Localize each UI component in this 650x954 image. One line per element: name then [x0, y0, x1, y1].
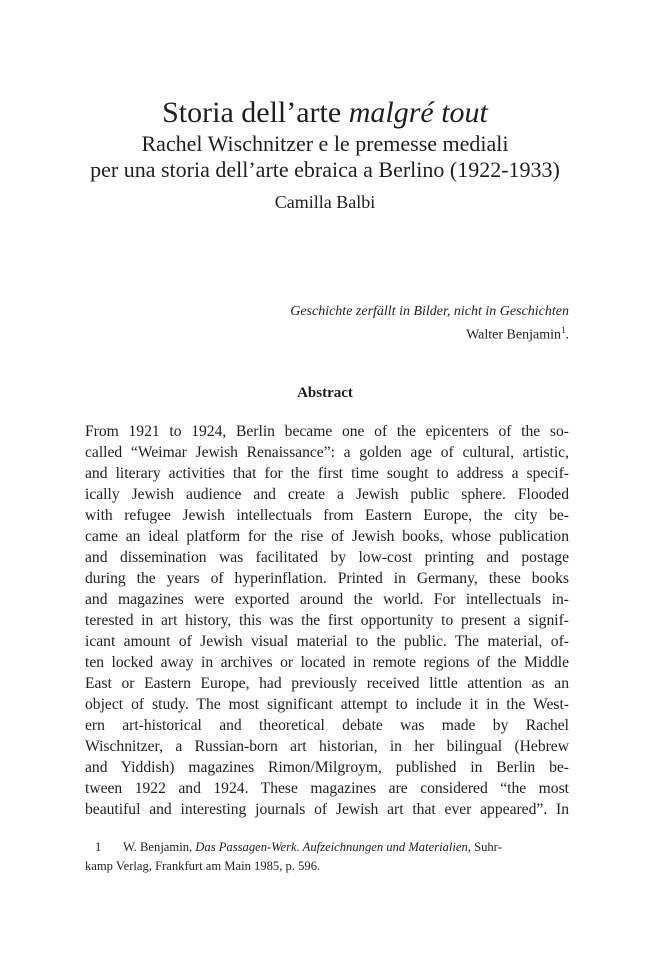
- abstract-body: [85, 421, 569, 820]
- abstract-line: ically Jewish audience and create a Jewish public sphere. Flooded: [85, 486, 569, 503]
- abstract-line: East or Eastern Europe, had previously received little attention as an: [85, 675, 569, 692]
- footnote-reference[interactable]: 1: [561, 325, 566, 335]
- epigraph-period: .: [565, 327, 569, 343]
- abstract-line: and magazines were exported around the world. For intellectuals in-: [85, 591, 569, 608]
- title-italic-part: malgré tout: [348, 96, 488, 129]
- abstract-line: object of study. The most significant attempt to include it in the West-: [85, 696, 569, 713]
- abstract-heading: Abstract: [297, 385, 353, 401]
- abstract-line: and Yiddish) magazines Rimon/Milgroym, published in Berlin be-: [85, 759, 569, 776]
- footnote-number: 1: [95, 840, 102, 854]
- author-name: Camilla Balbi: [274, 192, 376, 212]
- abstract-line: came an ideal platform for the rise of Jewish books, whose publication: [85, 528, 569, 545]
- title-regular-part: Storia dell’arte: [162, 96, 349, 129]
- footnote-work-title: Das Passagen-Werk. Aufzeichnungen und Materialien,: [195, 840, 471, 854]
- abstract-line: and literary activities that for the first time sought to address a specif-: [85, 465, 569, 482]
- epigraph: [290, 303, 569, 345]
- abstract-line: From 1921 to 1924, Berlin became one of the epicenters of the so-: [85, 423, 569, 440]
- footnote: [85, 838, 569, 876]
- footnote-author: W. Benjamin,: [123, 840, 196, 854]
- abstract-line: during the years of hyperinflation. Printed in Germany, these books: [85, 570, 569, 587]
- epigraph-author: Walter Benjamin: [466, 327, 561, 343]
- footnote-line-2: kamp Verlag, Frankfurt am Main 1985, p. 596.: [85, 859, 321, 873]
- abstract-line: beautiful and interesting journals of Jewish art that ever appeared”. In: [85, 801, 569, 818]
- abstract-line: ern art-historical and theoretical debate was made by Rachel: [85, 717, 569, 734]
- article-title: [0, 95, 650, 131]
- abstract-line: and dissemination was facilitated by low-cost printing and postage: [85, 549, 569, 566]
- abstract-line: terested in art history, this was the first opportunity to present a signif-: [85, 612, 569, 629]
- epigraph-attribution: [290, 321, 569, 345]
- footnote-publisher-start: Suhr-: [470, 840, 502, 854]
- subtitle-line-2: per una storia dell’arte ebraica a Berlino (1922-1933): [90, 157, 560, 182]
- epigraph-quote: Geschichte zerfällt in Bilder, nicht in Geschichten: [290, 304, 569, 319]
- abstract-line: Wischnitzer, a Russian-born art historian, in her bilingual (Hebrew: [85, 738, 569, 755]
- abstract-line: ten locked away in archives or located in remote regions of the Middle: [85, 654, 569, 671]
- subtitle-line-1: Rachel Wischnitzer e le premesse mediali: [141, 131, 509, 156]
- footnote-line-1: [85, 838, 569, 857]
- abstract-line: called “Weimar Jewish Renaissance”: a golden age of cultural, artistic,: [85, 444, 569, 461]
- abstract-line: icant amount of Jewish visual material to the public. The material, of-: [85, 633, 569, 650]
- abstract-line: with refugee Jewish intellectuals from Eastern Europe, the city be-: [85, 507, 569, 524]
- abstract-line: tween 1922 and 1924. These magazines are considered “the most: [85, 780, 569, 797]
